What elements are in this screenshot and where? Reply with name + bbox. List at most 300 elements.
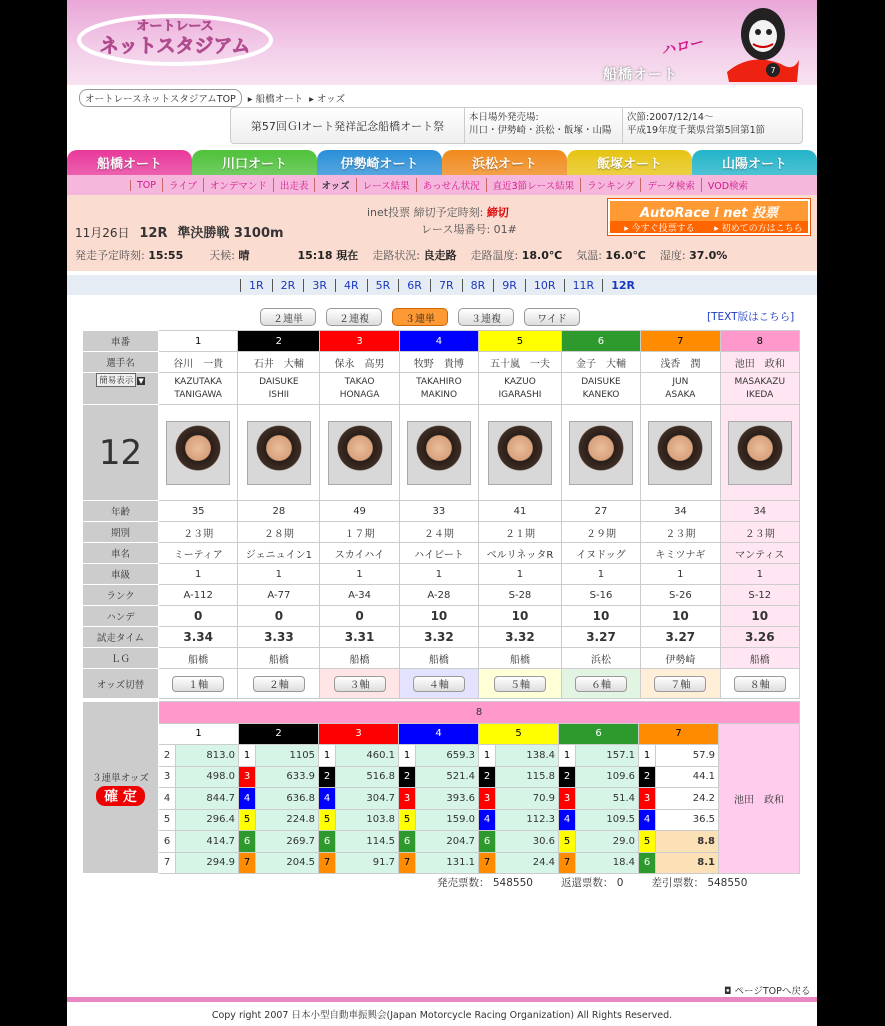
roman-first: TAKAHIRO (416, 376, 462, 387)
odds-third-car: 7 (559, 852, 576, 874)
greeting-text: ハロー (660, 34, 705, 60)
odds-value[interactable]: 109.6 (576, 766, 639, 788)
cell-handicap-2: 0 (238, 606, 320, 627)
odds-third-car: 5 (399, 809, 416, 831)
odds-second-row (83, 723, 800, 745)
odds-third-car: 2 (399, 766, 416, 788)
cell-bike-2: ジェニュイン1 (238, 543, 320, 564)
odds-third-car: 5 (639, 831, 656, 853)
subnav-item-3[interactable]: オンデマンド (203, 178, 273, 192)
odds-value[interactable]: 24.2 (656, 788, 719, 810)
odds-third-car: 3 (159, 766, 176, 788)
odds-value[interactable]: 30.6 (496, 831, 559, 853)
axis-cell-4 (399, 669, 478, 699)
tab-venue-3[interactable]: 伊勢崎オート (317, 150, 442, 175)
odds-type-buttons (260, 308, 580, 326)
axis-cell-1 (159, 669, 238, 699)
roman-name-7 (641, 373, 720, 405)
odds-value[interactable]: 24.4 (496, 852, 559, 874)
rider-photo (728, 421, 792, 485)
roman-name-6 (561, 373, 640, 405)
odds-value[interactable]: 112.3 (496, 809, 559, 831)
car-number-4: 4 (399, 331, 478, 352)
odds-value[interactable]: 70.9 (496, 788, 559, 810)
cell-rank-7: S-26 (641, 585, 720, 606)
track-condition-label: 走路状況: (372, 249, 421, 262)
inet-closing-status: 締切 (486, 206, 509, 219)
track-temp-label: 走路温度: (470, 249, 519, 262)
cell-bike-6: イヌドッグ (561, 543, 640, 564)
race-link-12R[interactable]: 12R (602, 279, 643, 292)
site-logo[interactable] (75, 8, 275, 66)
odds-third-car: 4 (639, 809, 656, 831)
weather (209, 247, 249, 263)
cell-name-5: 五十嵐 一夫 (479, 352, 562, 373)
odds-third-car: 7 (399, 852, 416, 874)
row-label-age: 年齢 (83, 501, 159, 522)
start-time-label: 発走予定時刻: (75, 249, 145, 262)
roman-last: ISHII (268, 389, 290, 400)
tab-venue-4[interactable]: 浜松オート (442, 150, 567, 175)
air-temp-value: 16.0℃ (605, 249, 646, 262)
odds-value[interactable]: 91.7 (336, 852, 399, 874)
axis-cell-3 (320, 669, 399, 699)
odds-third-car: 5 (159, 809, 176, 831)
subnav-item-6[interactable]: レース結果 (356, 178, 416, 192)
race-link-3R[interactable]: 3R (303, 279, 335, 292)
roman-last: ASAKA (665, 389, 696, 400)
odds-type-button-5[interactable]: ワイド (524, 308, 580, 326)
first-time-link[interactable]: ▸ 初めての方はこちら (714, 224, 803, 234)
cell-period-1: ２３期 (159, 522, 238, 543)
photo-cell-5 (479, 405, 562, 501)
race-number-big: 12 (83, 405, 159, 501)
odds-third-car: 2 (319, 766, 336, 788)
axis-button-1[interactable]: １軸 (172, 676, 224, 692)
page-top-label[interactable]: ページTOPへ戻る (734, 986, 811, 997)
cell-age-7: 34 (641, 501, 720, 522)
off-track-sales (465, 108, 623, 143)
axis-button-7[interactable]: ７軸 (654, 676, 706, 692)
cell-lg-3: 船橋 (320, 648, 399, 669)
odds-third-car: 7 (159, 852, 176, 874)
cell-rank-6: S-16 (561, 585, 640, 606)
race-conditions (75, 247, 727, 263)
event-name: 第57回ＧⅠオート発祥記念船橋オート祭 (231, 108, 465, 143)
odds-third-car: 2 (639, 766, 656, 788)
current-time: 15:18 現在 (297, 249, 359, 262)
odds-value[interactable]: 159.0 (416, 809, 479, 831)
odds-value[interactable]: 18.4 (576, 852, 639, 874)
track-temp-value: 18.0℃ (521, 249, 563, 262)
odds-third-car: 1 (639, 745, 656, 767)
cell-bike-5: ベルリネッタR (479, 543, 562, 564)
row-label-trial: 試走タイム (83, 627, 159, 648)
odds-value[interactable]: 294.9 (176, 852, 239, 874)
odds-value[interactable]: 659.3 (416, 745, 479, 767)
inet-vote-banner[interactable] (608, 199, 810, 235)
cell-name-4: 牧野 貴博 (399, 352, 478, 373)
odds-row (83, 831, 800, 853)
odds-value[interactable]: 114.5 (336, 831, 399, 853)
row-label-handicap: ハンデ (83, 606, 159, 627)
odds-value[interactable]: 516.8 (336, 766, 399, 788)
odds-row (83, 788, 800, 810)
odds-value[interactable]: 1105 (256, 745, 319, 767)
subnav-item-8[interactable]: 直近3節レース結果 (486, 178, 581, 192)
odds-third-car: 6 (639, 852, 656, 874)
odds-value[interactable]: 844.7 (176, 788, 239, 810)
odds-type-button-2[interactable]: ２連複 (326, 308, 382, 326)
air-temp-label: 気温: (576, 249, 602, 262)
odds-third-car: 2 (479, 766, 496, 788)
row-label-bike: 車名 (83, 543, 159, 564)
race-link-1R[interactable]: 1R (240, 279, 272, 292)
odds-value[interactable]: 44.1 (656, 766, 719, 788)
odds-label-cell (83, 702, 159, 874)
row-label-switch: オッズ切替 (83, 669, 159, 699)
cell-period-7: ２３期 (641, 522, 720, 543)
odds-value[interactable]: 414.7 (176, 831, 239, 853)
rider-row-handicap (83, 606, 800, 627)
cell-lg-4: 船橋 (399, 648, 478, 669)
row-label-car: 車番 (83, 331, 159, 352)
axis-cell-2 (238, 669, 320, 699)
odds-third-car: 2 (559, 766, 576, 788)
cell-rank-3: A-34 (320, 585, 399, 606)
cell-rank-2: A-77 (238, 585, 320, 606)
net-count-value: 548550 (707, 877, 748, 889)
axis-button-4[interactable]: ４軸 (413, 676, 465, 692)
odds-value[interactable]: 269.7 (256, 831, 319, 853)
start-time (75, 247, 183, 263)
cell-name-7: 浅香 潤 (641, 352, 720, 373)
rider-row-age (83, 501, 800, 522)
roman-name-2 (238, 373, 320, 405)
tab-venue-1[interactable]: 船橋オート (67, 150, 192, 175)
svg-text:オートレース: オートレース (136, 19, 214, 34)
cell-age-2: 28 (238, 501, 320, 522)
off-track-label: 本日場外発売場: (469, 112, 539, 123)
odds-third-car: 4 (159, 788, 176, 810)
odds-row (83, 852, 800, 874)
subnav-item-5[interactable]: オッズ (314, 178, 355, 192)
cell-bike-8: マンティス (720, 543, 799, 564)
race-title (75, 222, 284, 241)
cell-bike-7: キミツナギ (641, 543, 720, 564)
roman-last: MAKINO (420, 389, 458, 400)
car-number-7: 7 (641, 331, 720, 352)
odds-value[interactable]: 393.6 (416, 788, 479, 810)
axis-button-6[interactable]: ６軸 (575, 676, 627, 692)
rider-photo (407, 421, 471, 485)
event-info-bar (230, 107, 803, 144)
race-number: 12R (139, 226, 168, 241)
cell-rank-5: S-28 (479, 585, 562, 606)
odds-third-car: 4 (559, 809, 576, 831)
roman-first: KAZUTAKA (174, 376, 222, 387)
returned-count (561, 875, 624, 890)
tab-venue-6[interactable]: 山陽オート (692, 150, 817, 175)
display-mode-cell (83, 373, 159, 405)
roman-last: TANIGAWA (174, 389, 222, 400)
tab-venue-2[interactable]: 川口オート (192, 150, 317, 175)
chevron-down-icon[interactable]: ▼ (138, 377, 144, 385)
axis-button-5[interactable]: ５軸 (494, 676, 546, 692)
odds-value[interactable]: 103.8 (336, 809, 399, 831)
odds-type-button-1[interactable]: ２連単 (260, 308, 316, 326)
cell-period-5: ２１期 (479, 522, 562, 543)
odds-third-car: 7 (479, 852, 496, 874)
sold-count-value: 548550 (492, 877, 533, 889)
roman-name-1 (159, 373, 238, 405)
track-condition (372, 247, 456, 263)
roman-last: KANEKO (582, 389, 620, 400)
humidity (660, 247, 727, 263)
cell-handicap-3: 0 (320, 606, 399, 627)
axis-cell-5 (479, 669, 562, 699)
odds-value[interactable]: 36.5 (656, 809, 719, 831)
roman-last: IGARASHI (498, 389, 542, 400)
cell-class-7: 1 (641, 564, 720, 585)
roman-last: IKEDA (746, 389, 774, 400)
axis-cell-7 (641, 669, 720, 699)
rider-row-car (83, 331, 800, 352)
cell-handicap-4: 10 (399, 606, 478, 627)
odds-value[interactable]: 224.8 (256, 809, 319, 831)
photo-cell-2 (238, 405, 320, 501)
inet-closing-label: inet投票 締切予定時刻: (367, 206, 484, 219)
odds-value[interactable]: 51.4 (576, 788, 639, 810)
subnav-item-10[interactable]: データ検索 (640, 178, 701, 192)
cell-lg-6: 浜松 (561, 648, 640, 669)
race-link-7R[interactable]: 7R (430, 279, 462, 292)
net-count (651, 875, 747, 890)
svg-text:7: 7 (770, 66, 776, 75)
odds-value[interactable]: 813.0 (176, 745, 239, 767)
odds-third-car: 4 (479, 809, 496, 831)
odds-third-car: 3 (479, 788, 496, 810)
confirmed-badge: 確 定 (96, 786, 145, 806)
odds-third-car: 1 (319, 745, 336, 767)
cell-bike-3: スカイハイ (320, 543, 399, 564)
odds-value[interactable]: 138.4 (496, 745, 559, 767)
returned-count-value: 0 (616, 877, 624, 889)
rider-row-photo (83, 405, 800, 501)
axis-button-2[interactable]: ２軸 (253, 676, 305, 692)
odds-third-car: 5 (559, 831, 576, 853)
cell-handicap-1: 0 (159, 606, 238, 627)
trifecta-odds-table (82, 701, 800, 874)
car-number-3: 3 (320, 331, 399, 352)
ticket-stats (437, 875, 747, 890)
cell-trial-2: 3.33 (238, 627, 320, 648)
odds-value[interactable]: 296.4 (176, 809, 239, 831)
odds-value[interactable]: 633.9 (256, 766, 319, 788)
cell-trial-7: 3.27 (641, 627, 720, 648)
odds-third-car: 3 (239, 766, 256, 788)
off-track-venues: 川口・伊勢崎・浜松・飯塚・山陽 (469, 125, 612, 136)
cell-rank-8: S-12 (720, 585, 799, 606)
odds-third-car: 7 (319, 852, 336, 874)
breadcrumb-venue-link[interactable]: ▸ 船橋オート (247, 94, 304, 105)
cell-class-2: 1 (238, 564, 320, 585)
subnav-item-9[interactable]: ランキング (580, 178, 640, 192)
odds-type-button-4[interactable]: ３連複 (458, 308, 514, 326)
cell-lg-7: 伊勢崎 (641, 648, 720, 669)
odds-third-car: 4 (319, 788, 336, 810)
rider-row-bike (83, 543, 800, 564)
rider-row-switch (83, 669, 800, 699)
weather-label: 天候: (209, 249, 235, 262)
humidity-label: 湿度: (659, 249, 686, 262)
odds-third-car: 7 (239, 852, 256, 874)
subnav-item-2[interactable]: ライブ (162, 178, 203, 192)
text-version-link[interactable]: [TEXT版はこちら] (707, 311, 795, 323)
race-link-5R[interactable]: 5R (367, 279, 399, 292)
roman-name-8 (720, 373, 799, 405)
odds-third-car: 1 (559, 745, 576, 767)
cell-class-5: 1 (479, 564, 562, 585)
cell-period-4: ２４期 (399, 522, 478, 543)
row-label-class: 車級 (83, 564, 159, 585)
subnav-item-4[interactable]: 出走表 (273, 178, 315, 192)
cell-bike-4: ハイビート (399, 543, 478, 564)
roman-first: MASAKAZU (734, 376, 786, 387)
race-number-links (67, 275, 817, 295)
cell-period-6: ２９期 (561, 522, 640, 543)
page-top-link[interactable] (724, 983, 810, 997)
rider-photo (648, 421, 712, 485)
sold-count (437, 875, 533, 890)
cell-lg-1: 船橋 (159, 648, 238, 669)
sold-count-label: 発売票数： (437, 877, 490, 889)
display-mode-select[interactable]: 簡易表示 (96, 373, 136, 387)
odds-value[interactable]: 8.1 (656, 852, 719, 874)
odds-value[interactable]: 131.1 (416, 852, 479, 874)
cell-class-1: 1 (159, 564, 238, 585)
roman-name-5 (479, 373, 562, 405)
odds-third-car: 1 (399, 745, 416, 767)
odds-type-button-3[interactable]: ３連単 (392, 308, 448, 326)
tab-venue-5[interactable]: 飯塚オート (567, 150, 692, 175)
odds-third-car: 1 (239, 745, 256, 767)
odds-value[interactable]: 204.7 (416, 831, 479, 853)
subnav-item-11[interactable]: VOD検索 (701, 178, 754, 192)
odds-value[interactable]: 204.5 (256, 852, 319, 874)
cell-lg-5: 船橋 (479, 648, 562, 669)
race-link-2R[interactable]: 2R (272, 279, 304, 292)
axis-button-8[interactable]: ８軸 (734, 676, 786, 692)
cell-class-6: 1 (561, 564, 640, 585)
rider-row-lg (83, 648, 800, 669)
venue-number-value: 01# (493, 223, 517, 236)
odds-third-car: 3 (559, 788, 576, 810)
axis-cell-8 (720, 669, 799, 699)
odds-second-car-1: 1 (159, 723, 239, 745)
odds-value[interactable]: 521.4 (416, 766, 479, 788)
race-link-8R[interactable]: 8R (462, 279, 494, 292)
odds-third-car: 6 (399, 831, 416, 853)
odds-value[interactable]: 460.1 (336, 745, 399, 767)
odds-value[interactable]: 498.0 (176, 766, 239, 788)
cell-age-6: 27 (561, 501, 640, 522)
cell-trial-6: 3.27 (561, 627, 640, 648)
venue-number-label: レース場番号: (421, 223, 491, 236)
odds-value[interactable]: 636.8 (256, 788, 319, 810)
cell-age-8: 34 (720, 501, 799, 522)
arrow-up-icon: ◘ (724, 986, 735, 997)
copyright: Copy right 2007 日本小型自動車振興会(Japan Motorcycle Racing Organization) All Rights Reserved. (211, 1010, 673, 1021)
subnav-item-1[interactable]: TOP (130, 180, 162, 191)
cell-handicap-5: 10 (479, 606, 562, 627)
cell-age-3: 49 (320, 501, 399, 522)
weather-value: 晴 (238, 249, 250, 262)
roman-first: JUN (672, 376, 689, 387)
odds-value[interactable]: 29.0 (576, 831, 639, 853)
odds-row (83, 766, 800, 788)
cell-class-3: 1 (320, 564, 399, 585)
race-date: 11月26日 (75, 226, 130, 240)
photo-cell-8 (720, 405, 799, 501)
odds-second-car-7: 7 (639, 723, 719, 745)
cell-trial-1: 3.34 (159, 627, 238, 648)
cell-handicap-7: 10 (641, 606, 720, 627)
cell-lg-8: 船橋 (720, 648, 799, 669)
odds-value[interactable]: 304.7 (336, 788, 399, 810)
rider-photo (328, 421, 392, 485)
race-link-11R[interactable]: 11R (564, 279, 603, 292)
breadcrumb (79, 89, 345, 107)
odds-third-car: 6 (479, 831, 496, 853)
race-link-9R[interactable]: 9R (493, 279, 525, 292)
roman-name-4 (399, 373, 478, 405)
axis-button-3[interactable]: ３軸 (334, 676, 386, 692)
net-count-label: 差引票数： (651, 877, 704, 889)
row-label-lg: ＬＧ (83, 648, 159, 669)
odds-third-car: 2 (159, 745, 176, 767)
cell-period-8: ２３期 (720, 522, 799, 543)
breadcrumb-home-link[interactable]: オートレースネットスタジアムTOP (79, 89, 242, 107)
race-link-6R[interactable]: 6R (398, 279, 430, 292)
odds-rest-name: 池田 政和 (719, 723, 800, 874)
odds-third-car: 6 (319, 831, 336, 853)
car-number-8: 8 (720, 331, 799, 352)
inet-vote-title[interactable]: AutoRace i net 投票 (610, 201, 808, 221)
odds-value[interactable]: 57.9 (656, 745, 719, 767)
track-temp (471, 247, 563, 263)
race-name: 準決勝戦 3100m (177, 226, 284, 241)
subnav-item-7[interactable]: あっせん状況 (416, 178, 486, 192)
humidity-value: 37.0% (689, 249, 728, 262)
roman-first: DAISUKE (581, 376, 621, 387)
sub-navigation (67, 175, 817, 195)
odds-value[interactable]: 115.8 (496, 766, 559, 788)
odds-value[interactable]: 109.5 (576, 809, 639, 831)
odds-second-car-4: 4 (399, 723, 479, 745)
race-link-10R[interactable]: 10R (525, 279, 564, 292)
rider-photo (569, 421, 633, 485)
cell-trial-5: 3.32 (479, 627, 562, 648)
odds-value[interactable]: 157.1 (576, 745, 639, 767)
cell-name-3: 保永 高男 (320, 352, 399, 373)
race-info-panel (67, 195, 817, 271)
vote-now-link[interactable]: ▸ 今すぐ投票する (624, 224, 695, 234)
cell-class-4: 1 (399, 564, 478, 585)
cell-name-6: 金子 大輔 (561, 352, 640, 373)
odds-value[interactable]: 8.8 (656, 831, 719, 853)
race-link-4R[interactable]: 4R (335, 279, 367, 292)
